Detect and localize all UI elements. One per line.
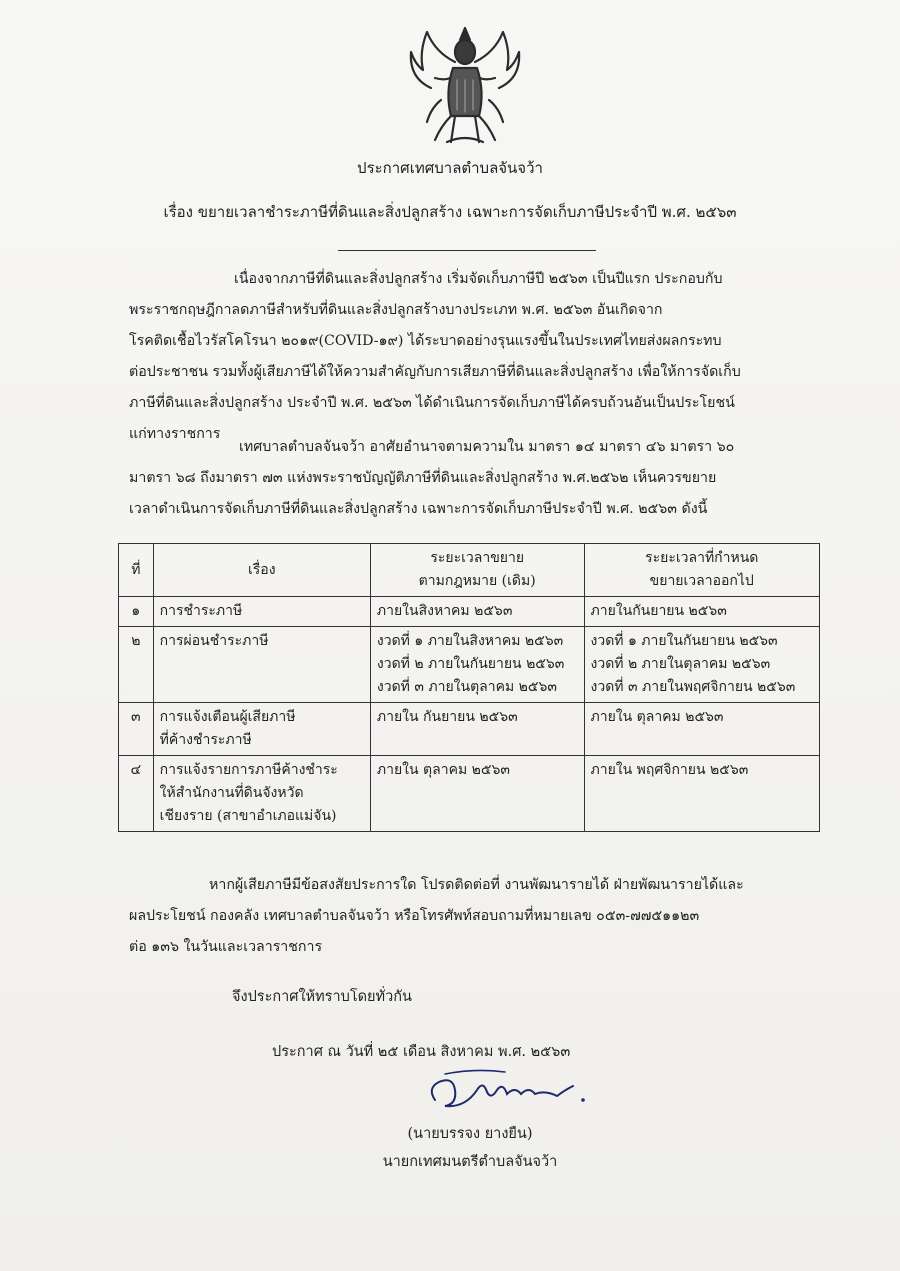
header-line: ระยะเวลาขยาย xyxy=(430,550,525,566)
cell-line: งวดที่ ๑ ภายในสิงหาคม ๒๕๖๓ xyxy=(376,633,564,649)
row-subject xyxy=(153,756,370,832)
cell-line: ภายในสิงหาคม ๒๕๖๓ xyxy=(376,603,513,619)
table-row xyxy=(119,597,820,627)
cell-line: งวดที่ ๒ ภายในกันยายน ๒๕๖๓ xyxy=(376,656,565,672)
row-extended xyxy=(584,597,820,627)
cell-line: ภายใน พฤศจิกายน ๒๕๖๓ xyxy=(590,762,749,778)
cell-line: ภายในกันยายน ๒๕๖๓ xyxy=(590,603,727,619)
paragraph-line: พระราชกฤษฎีกาลดภาษีสำหรับที่ดินและสิ่งปลูกสร้างบางประเภท พ.ศ. ๒๕๖๓ อันเกิดจาก xyxy=(129,302,663,318)
header-subject: เรื่อง xyxy=(153,544,370,597)
table-row xyxy=(119,756,820,832)
paragraph-line: เนื่องจากภาษีที่ดินและสิ่งปลูกสร้าง เริ่มจัดเก็บภาษีปี ๒๕๖๓ เป็นปีแรก ประกอบกับ xyxy=(234,271,723,287)
cell-line: งวดที่ ๓ ภายในตุลาคม ๒๕๖๓ xyxy=(376,679,557,695)
row-extended xyxy=(584,703,820,756)
row-number: ๑ xyxy=(119,597,154,627)
cell-line: ให้สำนักงานที่ดินจังหวัด xyxy=(159,785,304,801)
row-original xyxy=(370,627,584,703)
signer-name: (นายบรรจง ยางยืน) xyxy=(407,1126,533,1142)
cell-line: ที่ค้างชำระภาษี xyxy=(159,732,252,748)
cell-line: การผ่อนชำระภาษี xyxy=(159,633,269,649)
announcement-date: ประกาศ ณ วันที่ ๒๕ เดือน สิงหาคม พ.ศ. ๒๕๖๓ xyxy=(272,1044,571,1060)
paragraph-line: ภาษีที่ดินและสิ่งปลูกสร้าง ประจำปี พ.ศ. ๒๕๖๓ ได้ดำเนินการจัดเก็บภาษีได้ครบถ้วนอันเป็นประโยชน์ xyxy=(129,395,735,411)
header-no: ที่ xyxy=(119,544,154,597)
row-extended xyxy=(584,756,820,832)
paragraph-line: เวลาดำเนินการจัดเก็บภาษีที่ดินและสิ่งปลูกสร้าง เฉพาะการจัดเก็บภาษีประจำปี พ.ศ. ๒๕๖๓ ดังนี้ xyxy=(129,501,708,517)
paragraph-line: ผลประโยชน์ กองคลัง เทศบาลตำบลจันจว้า หรือโทรศัพท์สอบถามที่หมายเลข ๐๕๓-๗๗๕๑๑๒๓ xyxy=(129,908,700,924)
cell-line: การชำระภาษี xyxy=(159,603,243,619)
header-line: ตามกฎหมาย (เดิม) xyxy=(418,573,536,589)
header-line: ขยายเวลาออกไป xyxy=(649,573,754,589)
row-extended xyxy=(584,627,820,703)
schedule-table xyxy=(118,543,820,832)
header-line: ระยะเวลาที่กำหนด xyxy=(645,550,759,566)
divider-line xyxy=(338,250,596,251)
closing-statement: จึงประกาศให้ทราบโดยทั่วกัน xyxy=(232,989,412,1005)
garuda-emblem-icon xyxy=(405,22,525,152)
cell-line: เชียงราย (สาขาอำเภอแม่จัน) xyxy=(159,808,337,824)
row-subject xyxy=(153,597,370,627)
table-row xyxy=(119,627,820,703)
paragraph-contact xyxy=(129,870,801,963)
row-number: ๓ xyxy=(119,703,154,756)
row-subject xyxy=(153,627,370,703)
cell-line: การแจ้งรายการภาษีค้างชำระ xyxy=(159,762,338,778)
handwritten-signature xyxy=(425,1060,595,1115)
paragraph-background xyxy=(129,264,801,450)
cell-line: การแจ้งเตือนผู้เสียภาษี xyxy=(159,709,296,725)
paragraph-line: เทศบาลตำบลจันจว้า อาศัยอำนาจตามความใน มาตรา ๑๔ มาตรา ๔๖ มาตรา ๖๐ xyxy=(239,439,735,455)
header-original-period xyxy=(370,544,584,597)
row-number: ๒ xyxy=(119,627,154,703)
row-subject xyxy=(153,703,370,756)
issuing-organization: ประกาศเทศบาลตำบลจันจว้า xyxy=(357,159,543,177)
paragraph-line: มาตรา ๖๘ ถึงมาตรา ๗๓ แห่งพระราชบัญญัติภาษีที่ดินและสิ่งปลูกสร้าง พ.ศ.๒๕๖๒ เห็นควรขยาย xyxy=(129,470,717,486)
row-original xyxy=(370,703,584,756)
cell-line: ภายใน ตุลาคม ๒๕๖๓ xyxy=(376,762,510,778)
header-extended-period xyxy=(584,544,820,597)
paragraph-line: แก่ทางราชการ xyxy=(129,426,221,442)
row-original xyxy=(370,756,584,832)
table-row xyxy=(119,703,820,756)
row-original xyxy=(370,597,584,627)
cell-line: งวดที่ ๒ ภายในตุลาคม ๒๕๖๓ xyxy=(590,656,771,672)
cell-line: ภายใน กันยายน ๒๕๖๓ xyxy=(376,709,518,725)
paragraph-line: ต่อ ๑๓๖ ในวันและเวลาราชการ xyxy=(129,939,323,955)
announcement-subject: เรื่อง ขยายเวลาชำระภาษีที่ดินและสิ่งปลูกสร้าง เฉพาะการจัดเก็บภาษีประจำปี พ.ศ. ๒๕๖๓ xyxy=(163,203,737,221)
paragraph-line: ต่อประชาชน รวมทั้งผู้เสียภาษีได้ให้ความสำคัญกับการเสียภาษีที่ดินและสิ่งปลูกสร้าง เพื่อให้การจัดเก็บ xyxy=(129,364,741,380)
paragraph-line: หากผู้เสียภาษีมีข้อสงสัยประการใด โปรดติดต่อที่ งานพัฒนารายได้ ฝ่ายพัฒนารายได้และ xyxy=(209,877,744,893)
paragraph-authority xyxy=(129,432,801,525)
row-number: ๔ xyxy=(119,756,154,832)
cell-line: ภายใน ตุลาคม ๒๕๖๓ xyxy=(590,709,724,725)
signer-position: นายกเทศมนตรีตำบลจันจว้า xyxy=(382,1154,558,1170)
table-header-row xyxy=(119,544,820,597)
paragraph-line: โรคติดเชื้อไวรัสโคโรนา ๒๐๑๙(COVID-๑๙) ได้ระบาดอย่างรุนแรงขึ้นในประเทศไทยส่งผลกระทบ xyxy=(129,333,722,349)
cell-line: งวดที่ ๑ ภายในกันยายน ๒๕๖๓ xyxy=(590,633,778,649)
cell-line: งวดที่ ๓ ภายในพฤศจิกายน ๒๕๖๓ xyxy=(590,679,796,695)
